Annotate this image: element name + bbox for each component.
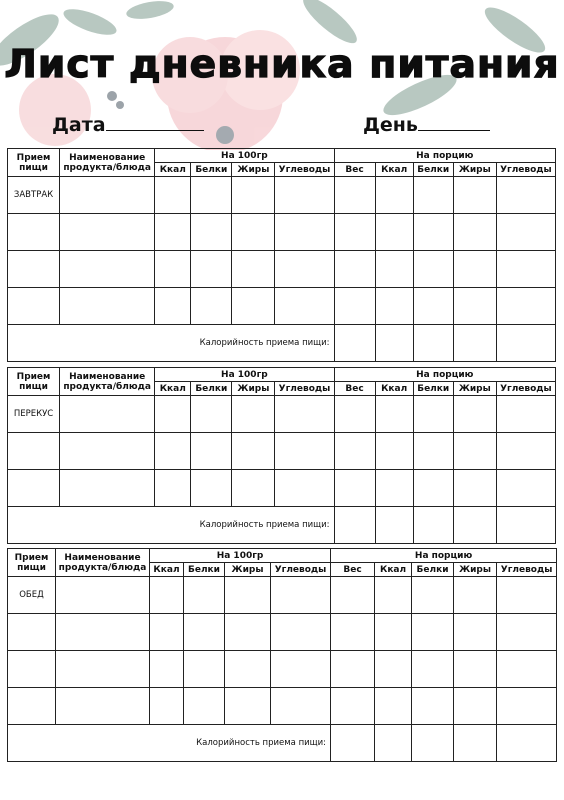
table-cell[interactable] [8, 288, 60, 325]
table-cell[interactable] [155, 214, 191, 251]
table-cell[interactable] [334, 470, 375, 507]
table-cell[interactable] [497, 651, 557, 688]
product-header: Наименование продукта/блюда [56, 549, 150, 577]
carbs-header: Углеводы [271, 563, 331, 577]
table-cell[interactable] [413, 288, 453, 325]
table-cell[interactable] [375, 433, 413, 470]
table-cell[interactable] [60, 251, 155, 288]
protein-header: Белки [412, 563, 454, 577]
kcal-header: Ккал [375, 382, 413, 396]
table-cell[interactable] [331, 651, 375, 688]
table-cell[interactable] [155, 288, 191, 325]
protein-header: Белки [184, 563, 225, 577]
table-cell[interactable] [331, 725, 375, 762]
protein-header: Белки [413, 382, 453, 396]
table-cell[interactable] [497, 577, 557, 614]
table-cell[interactable] [496, 251, 555, 288]
table-cell[interactable] [334, 288, 375, 325]
table-row [8, 396, 556, 433]
protein-header: Белки [413, 163, 453, 177]
weight-header: Вес [334, 163, 375, 177]
table-cell[interactable] [334, 251, 375, 288]
table-cell[interactable] [412, 614, 454, 651]
table-cell[interactable] [8, 214, 60, 251]
table-cell[interactable] [331, 688, 375, 725]
table-cell[interactable] [497, 688, 557, 725]
table-cell[interactable] [8, 433, 60, 470]
table-row [8, 470, 556, 507]
table-cell[interactable] [496, 470, 555, 507]
table-cell[interactable] [375, 614, 412, 651]
table-cell[interactable] [453, 396, 496, 433]
table-cell[interactable] [150, 651, 184, 688]
meal-header: Прием пищи [8, 549, 56, 577]
table-cell[interactable] [150, 688, 184, 725]
table-cell[interactable] [375, 396, 413, 433]
date-field[interactable] [52, 112, 204, 136]
table-cell[interactable] [497, 614, 557, 651]
table-cell[interactable] [8, 688, 56, 725]
table-cell[interactable] [413, 470, 453, 507]
total-row [8, 507, 556, 544]
table-cell[interactable] [155, 433, 191, 470]
table-cell[interactable] [191, 396, 232, 433]
table-cell[interactable] [225, 651, 271, 688]
date-label: Дата [52, 114, 106, 136]
table-cell[interactable] [496, 396, 555, 433]
table-cell[interactable] [8, 251, 60, 288]
table-cell[interactable] [496, 288, 555, 325]
kcal-header: Ккал [150, 563, 184, 577]
table-cell[interactable] [60, 470, 155, 507]
total-row [8, 325, 556, 362]
per100-header: На 100гр [155, 149, 334, 163]
total-label: Калорийность приема пищи: [8, 725, 331, 762]
table-cell[interactable] [191, 288, 232, 325]
table-cell[interactable] [232, 470, 275, 507]
table-row [8, 288, 556, 325]
table-cell[interactable] [334, 177, 375, 214]
meal-header: Прием пищи [8, 149, 60, 177]
table-cell[interactable] [496, 214, 555, 251]
table-cell[interactable] [225, 577, 271, 614]
table-cell[interactable] [60, 433, 155, 470]
table-cell[interactable] [453, 288, 496, 325]
per100-header: На 100гр [155, 368, 334, 382]
table-cell[interactable] [60, 288, 155, 325]
fat-header: Жиры [454, 563, 497, 577]
table-cell[interactable] [413, 214, 453, 251]
table-row [8, 177, 556, 214]
fat-header: Жиры [232, 382, 275, 396]
table-cell[interactable] [496, 507, 555, 544]
table-cell[interactable] [334, 325, 375, 362]
carbs-header: Углеводы [497, 563, 557, 577]
table-cell[interactable] [375, 651, 412, 688]
table-cell[interactable] [413, 251, 453, 288]
table-cell[interactable] [275, 251, 334, 288]
table-cell[interactable] [496, 325, 555, 362]
table-cell[interactable] [454, 614, 497, 651]
table-cell[interactable] [155, 396, 191, 433]
table-cell[interactable] [150, 614, 184, 651]
product-header: Наименование продукта/блюда [60, 149, 155, 177]
table-cell[interactable] [184, 688, 225, 725]
meal-section-snack [7, 367, 556, 543]
table-cell[interactable] [375, 251, 413, 288]
table-cell[interactable] [413, 396, 453, 433]
table-cell[interactable] [155, 177, 191, 214]
fat-header: Жиры [453, 382, 496, 396]
table-cell[interactable] [453, 214, 496, 251]
table-cell[interactable] [453, 433, 496, 470]
table-cell[interactable] [184, 651, 225, 688]
table-cell[interactable] [184, 614, 225, 651]
table-cell[interactable] [375, 470, 413, 507]
table-cell[interactable] [275, 396, 334, 433]
table-cell[interactable] [454, 651, 497, 688]
table-cell[interactable] [375, 177, 413, 214]
table-cell[interactable] [155, 470, 191, 507]
day-label: День [363, 114, 418, 136]
protein-header: Белки [191, 163, 232, 177]
table-cell[interactable] [453, 507, 496, 544]
table-cell[interactable] [56, 651, 150, 688]
meal-name: ОБЕД [8, 577, 56, 614]
fat-header: Жиры [232, 163, 275, 177]
table-cell[interactable] [275, 214, 334, 251]
table-cell[interactable] [412, 725, 454, 762]
table-cell[interactable] [232, 251, 275, 288]
table-cell[interactable] [453, 177, 496, 214]
day-field[interactable] [363, 112, 490, 136]
table-row [8, 651, 557, 688]
portion-header: На порцию [331, 549, 557, 563]
table-cell[interactable] [275, 288, 334, 325]
table-cell[interactable] [60, 177, 155, 214]
table-cell[interactable] [375, 688, 412, 725]
table-row [8, 688, 557, 725]
table-cell[interactable] [375, 507, 413, 544]
table-cell[interactable] [60, 214, 155, 251]
table-row [8, 251, 556, 288]
table-cell[interactable] [271, 688, 331, 725]
table-cell[interactable] [191, 433, 232, 470]
kcal-header: Ккал [375, 163, 413, 177]
table-cell[interactable] [413, 177, 453, 214]
table-cell[interactable] [271, 651, 331, 688]
table-cell[interactable] [271, 577, 331, 614]
meal-name: ЗАВТРАК [8, 177, 60, 214]
protein-header: Белки [191, 382, 232, 396]
table-cell[interactable] [453, 325, 496, 362]
table-cell[interactable] [184, 577, 225, 614]
table-cell[interactable] [275, 470, 334, 507]
table-cell[interactable] [8, 614, 56, 651]
table-row [8, 614, 557, 651]
carbs-header: Углеводы [275, 382, 334, 396]
table-cell[interactable] [453, 470, 496, 507]
table-cell[interactable] [60, 396, 155, 433]
fat-header: Жиры [453, 163, 496, 177]
table-cell[interactable] [155, 251, 191, 288]
table-cell[interactable] [56, 614, 150, 651]
table-cell[interactable] [375, 214, 413, 251]
portion-header: На порцию [334, 368, 555, 382]
table-row [8, 214, 556, 251]
weight-header: Вес [331, 563, 375, 577]
table-cell[interactable] [191, 177, 232, 214]
table-cell[interactable] [56, 577, 150, 614]
table-cell[interactable] [232, 433, 275, 470]
table-cell[interactable] [191, 251, 232, 288]
table-cell[interactable] [225, 614, 271, 651]
table-cell[interactable] [232, 396, 275, 433]
total-label: Калорийность приема пищи: [8, 507, 335, 544]
table-cell[interactable] [454, 688, 497, 725]
table-cell[interactable] [413, 433, 453, 470]
table-cell[interactable] [331, 614, 375, 651]
table-cell[interactable] [8, 470, 60, 507]
table-cell[interactable] [375, 577, 412, 614]
table-cell[interactable] [496, 433, 555, 470]
table-cell[interactable] [331, 577, 375, 614]
kcal-header: Ккал [155, 163, 191, 177]
page-title: Лист дневника питания [4, 42, 560, 86]
kcal-header: Ккал [155, 382, 191, 396]
table-cell[interactable] [191, 470, 232, 507]
weight-header: Вес [334, 382, 375, 396]
meal-name: ПЕРЕКУС [8, 396, 60, 433]
table-cell[interactable] [334, 507, 375, 544]
table-cell[interactable] [334, 214, 375, 251]
table-cell[interactable] [413, 507, 453, 544]
table-cell[interactable] [225, 688, 271, 725]
table-cell[interactable] [454, 725, 497, 762]
table-cell[interactable] [375, 725, 412, 762]
table-cell[interactable] [334, 433, 375, 470]
table-cell[interactable] [375, 325, 413, 362]
table-cell[interactable] [412, 577, 454, 614]
table-cell[interactable] [412, 688, 454, 725]
meal-section-lunch [7, 548, 556, 760]
meal-section-breakfast [7, 148, 556, 361]
table-cell[interactable] [191, 214, 232, 251]
table-cell[interactable] [275, 177, 334, 214]
table-row [8, 577, 557, 614]
table-cell[interactable] [453, 251, 496, 288]
table-cell[interactable] [454, 577, 497, 614]
table-cell[interactable] [275, 433, 334, 470]
carbs-header: Углеводы [275, 163, 334, 177]
table-cell[interactable] [232, 288, 275, 325]
meal-header: Прием пищи [8, 368, 60, 396]
carbs-header: Углеводы [496, 382, 555, 396]
fat-header: Жиры [225, 563, 271, 577]
table-cell[interactable] [413, 325, 453, 362]
carbs-header: Углеводы [496, 163, 555, 177]
table-cell[interactable] [232, 214, 275, 251]
table-cell[interactable] [497, 725, 557, 762]
table-cell[interactable] [8, 651, 56, 688]
total-row [8, 725, 557, 762]
table-cell[interactable] [375, 288, 413, 325]
portion-header: На порцию [334, 149, 555, 163]
table-cell[interactable] [232, 177, 275, 214]
table-cell[interactable] [271, 614, 331, 651]
table-cell[interactable] [412, 651, 454, 688]
table-cell[interactable] [56, 688, 150, 725]
per100-header: На 100гр [150, 549, 331, 563]
kcal-header: Ккал [375, 563, 412, 577]
table-cell[interactable] [334, 396, 375, 433]
table-cell[interactable] [150, 577, 184, 614]
product-header: Наименование продукта/блюда [60, 368, 155, 396]
table-cell[interactable] [496, 177, 555, 214]
total-label: Калорийность приема пищи: [8, 325, 335, 362]
table-row [8, 433, 556, 470]
